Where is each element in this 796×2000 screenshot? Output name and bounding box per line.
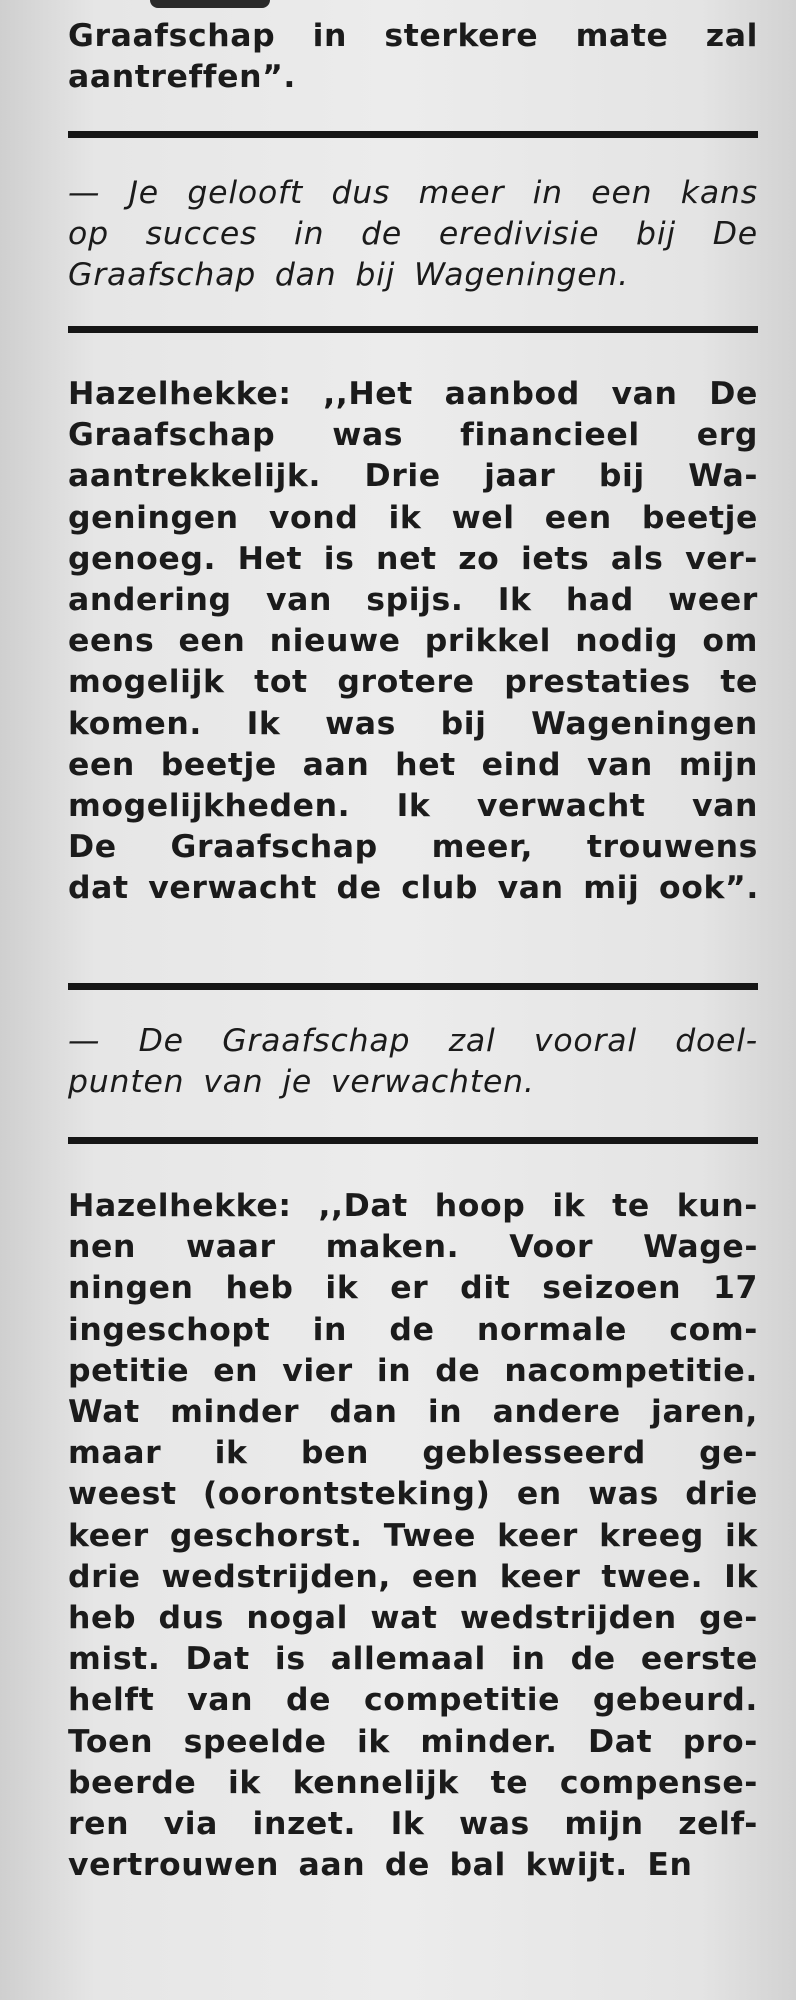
interview-answer-line: Hazelhekke: ,,Het aanbod van De xyxy=(68,376,758,412)
interview-question-line: punten van je verwachten. xyxy=(68,1064,535,1101)
interview-answer-line: beerde ik kennelijk te compense- xyxy=(68,1764,758,1801)
section-divider-rule xyxy=(68,131,758,138)
interview-question-line: op succes in de eredivisie bij De xyxy=(68,216,758,253)
section-divider-rule xyxy=(68,326,758,333)
interview-answer-line: heb dus nogal wat wedstrijden ge- xyxy=(68,1600,758,1636)
interview-answer-line: weest (oorontsteking) en was drie xyxy=(68,1476,758,1513)
interview-answer-line: aantreffen”. xyxy=(68,59,296,96)
interview-answer-line: ingeschopt in de normale com- xyxy=(68,1311,758,1348)
interview-answer-line: genoeg. Het is net zo iets als ver- xyxy=(68,540,758,577)
interview-answer-line: geningen vond ik wel een beetje xyxy=(68,499,758,536)
interview-answer-line: Graafschap was financieel erg xyxy=(68,417,758,454)
interview-answer-line: maar ik ben geblesseerd ge- xyxy=(68,1435,758,1472)
interview-answer-line: vertrouwen aan de bal kwijt. En xyxy=(68,1847,693,1884)
interview-answer-line: Wat minder dan in andere jaren, xyxy=(68,1394,758,1430)
article-column xyxy=(68,0,758,2000)
interview-answer-line: mogelijk tot grotere prestaties te xyxy=(68,664,758,701)
interview-answer-line: dat verwacht de club van mij ook”. xyxy=(68,870,759,907)
interview-answer-line: eens een nieuwe prikkel nodig om xyxy=(68,623,758,660)
interview-question-line: — Je gelooft dus meer in een kans xyxy=(68,175,758,211)
interview-answer-line: een beetje aan het eind van mijn xyxy=(68,746,758,783)
interview-answer-line: drie wedstrijden, een keer twee. Ik xyxy=(68,1558,758,1595)
interview-answer-line: ningen heb ik er dit seizoen 17 xyxy=(68,1270,758,1307)
interview-answer-line: petitie en vier in de nacompetitie. xyxy=(68,1352,758,1389)
interview-answer-line: aantrekkelijk. Drie jaar bij Wa- xyxy=(68,458,758,495)
section-divider-rule xyxy=(68,1137,758,1144)
interview-answer-line: ren via inzet. Ik was mijn zelf- xyxy=(68,1806,758,1842)
interview-question-line: — De Graafschap zal vooral doel- xyxy=(68,1023,758,1059)
interview-answer-line: mist. Dat is allemaal in de eerste xyxy=(68,1641,758,1678)
interview-answer-line: komen. Ik was bij Wageningen xyxy=(68,705,758,742)
interview-answer-line: keer geschorst. Twee keer kreeg ik xyxy=(68,1517,758,1554)
interview-answer-line: mogelijkheden. Ik verwacht van xyxy=(68,788,758,824)
interview-answer-line: andering van spijs. Ik had weer xyxy=(68,582,758,618)
interview-answer-line: Hazelhekke: ,,Dat hoop ik te kun- xyxy=(68,1188,758,1224)
section-divider-rule xyxy=(68,983,758,990)
interview-answer-line: De Graafschap meer, trouwens xyxy=(68,829,758,866)
interview-answer-line: Toen speelde ik minder. Dat pro- xyxy=(68,1723,758,1760)
interview-answer-line: Graafschap in sterkere mate zal xyxy=(68,18,758,54)
interview-answer-line: nen waar maken. Voor Wage- xyxy=(68,1229,758,1266)
interview-question-line: Graafschap dan bij Wageningen. xyxy=(68,257,629,294)
interview-answer-line: helft van de competitie gebeurd. xyxy=(68,1682,758,1719)
